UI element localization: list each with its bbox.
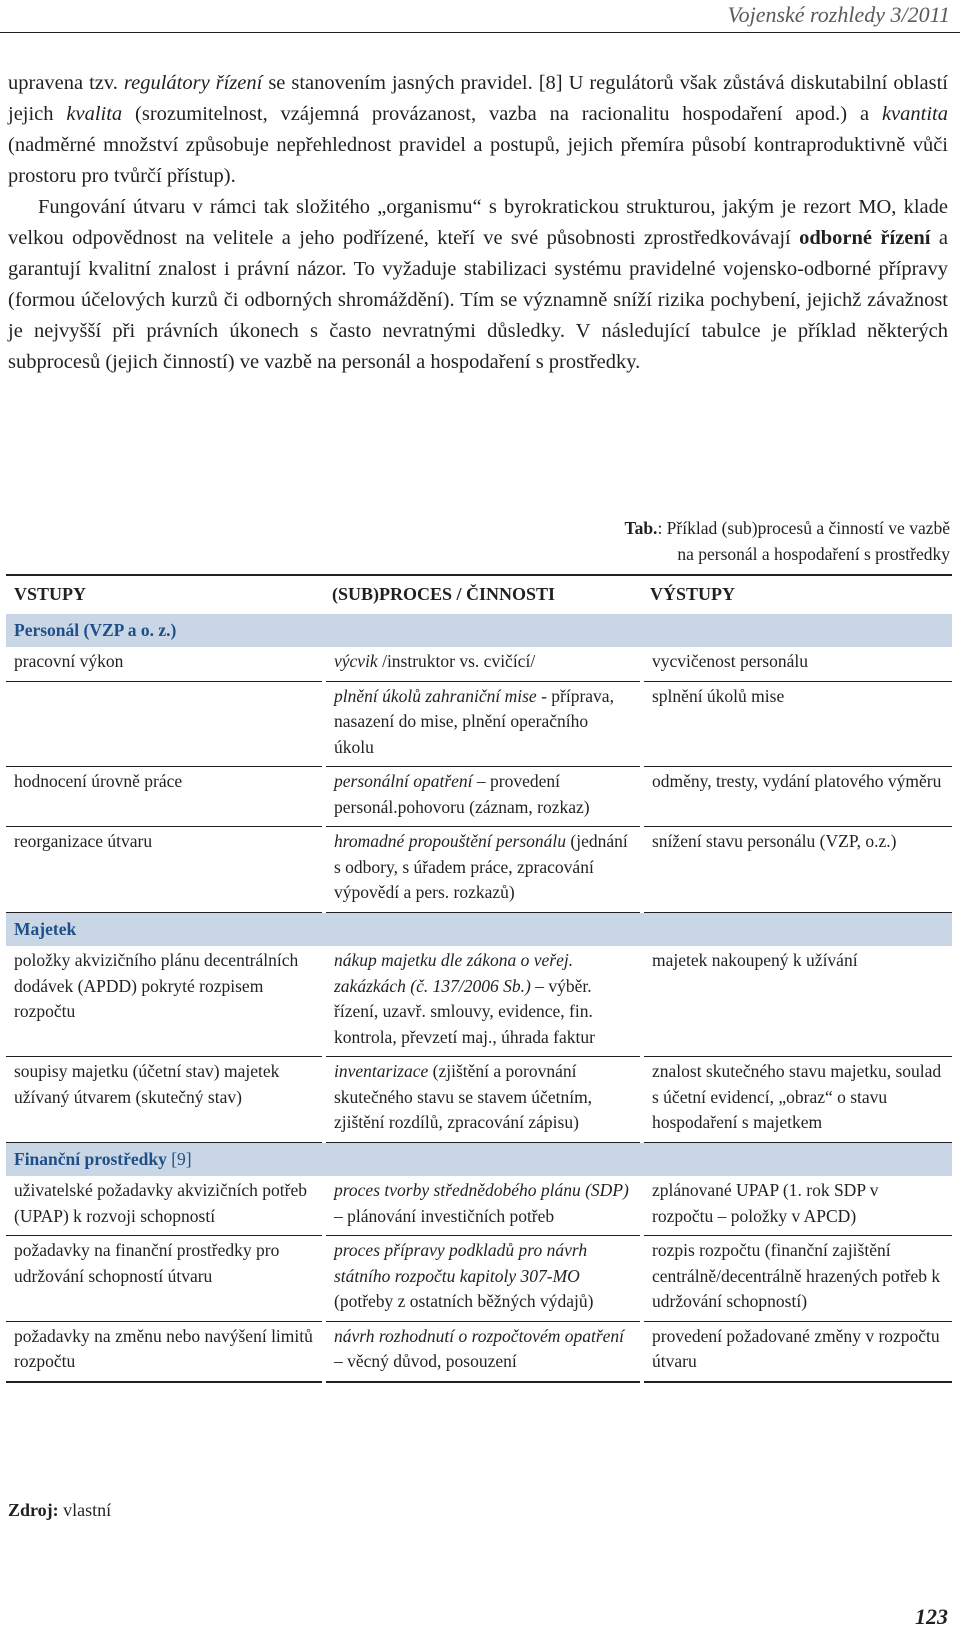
text-run: se stanovením jasných pravidel. [8] U regulátorů však zůstává diskutabilní oblastí jejich — [8, 72, 948, 125]
process-name: výcvik — [334, 651, 378, 671]
cell-output: provedení požadované změny v rozpočtu útvaru — [642, 1321, 952, 1382]
paragraph-2 — [8, 192, 948, 378]
journal-title: Vojenské rozhledy 3/2011 — [727, 2, 950, 27]
header-process: (SUB)PROCES / ČINNOSTI — [324, 575, 642, 614]
cell-output: snížení stavu personálu (VZP, o.z.) — [642, 827, 952, 913]
text-run: upravena tzv. — [8, 72, 124, 94]
running-header — [0, 0, 960, 34]
cell-output: znalost skutečného stavu majetku, soulad s účetní evidencí, „obraz“ o stavu hospodaření s majetkem — [642, 1057, 952, 1143]
cell-input: uživatelské požadavky akvizičních potřeb (UPAP) k rozvoji schopností — [6, 1176, 324, 1236]
caption-text: : Příklad (sub)procesů a činností ve vazbě — [657, 518, 950, 538]
process-name: proces přípravy podkladů pro návrh státního rozpočtu kapitoly 307-MO — [334, 1240, 588, 1286]
text-run: (nadměrné množství způsobuje nepřehlednost pravidel a postupů, jejich přemíra působí kontraproduktivně vůči prostoru pro tvůrčí přístup). — [8, 134, 948, 187]
process-detail: – plánování investičních potřeb — [334, 1205, 555, 1226]
process-table-wrapper — [6, 574, 952, 1383]
section-row-finance — [6, 1142, 952, 1176]
cell-process — [324, 1321, 642, 1382]
process-detail: – provedení personál.pohovoru (záznam, rozkaz) — [334, 771, 590, 817]
process-detail: (potřeby z ostatních běžných výdajů) — [334, 1291, 594, 1311]
table-row — [6, 1236, 952, 1322]
table-row — [6, 647, 952, 681]
cell-input: požadavky na finanční prostředky pro udržování schopností útvaru — [6, 1236, 324, 1322]
cell-input: soupisy majetku (účetní stav) majetek užívaný útvarem (skutečný stav) — [6, 1057, 324, 1143]
process-detail: (jednání s odbory, s úřadem práce, zpracování výpovědí a pers. rozkazů) — [334, 831, 628, 902]
table-caption — [430, 515, 950, 567]
process-name: plnění úkolů zahraniční mise — [334, 685, 537, 706]
text-run-bold: odborné řízení — [799, 227, 931, 249]
cell-output: rozpis rozpočtu (finanční zajištění centrálně/decentrálně hrazených potřeb k udržování schopností) — [642, 1236, 952, 1322]
process-name: hromadné propouštění personálu — [334, 831, 567, 851]
text-run: Fungování útvaru v rámci tak složitého „organismu“ s byrokratickou strukturou, jakým je rezort MO, klade velkou odpovědnost na velitele a jeho podřízené, kteří ve své působnosti zprostředkovávají — [8, 196, 948, 249]
paragraph-1 — [8, 68, 948, 192]
process-detail: (zjištění a porovnání skutečného stavu se stavem účetním, zjištění rozdílů, zpracování zápisu) — [334, 1061, 593, 1132]
text-run-italic: kvantita — [881, 103, 948, 125]
table-row — [6, 767, 952, 827]
process-detail: /instruktor vs. cvičící/ — [377, 651, 536, 671]
process-name: proces tvorby střednědobého plánu (SDP) — [334, 1180, 629, 1200]
cell-input — [6, 681, 324, 767]
process-detail: - příprava, nasazení do mise, plnění operačního úkolu — [334, 685, 614, 757]
cell-output: splnění úkolů mise — [642, 681, 952, 767]
process-name: inventarizace — [334, 1061, 429, 1081]
table-row — [6, 1057, 952, 1143]
cell-output: majetek nakoupený k užívání — [642, 946, 952, 1057]
section-row-property — [6, 912, 952, 946]
cell-process — [324, 647, 642, 681]
section-row-personnel — [6, 614, 952, 648]
cell-process — [324, 1236, 642, 1322]
source-label: Zdroj: — [8, 1500, 59, 1520]
text-run-italic: kvalita — [66, 103, 123, 125]
page-number: 123 — [915, 1604, 948, 1629]
cell-input: pracovní výkon — [6, 647, 324, 681]
section-label — [6, 1142, 952, 1176]
cell-input: položky akvizičního plánu decentrálních dodávek (APDD) pokryté rozpisem rozpočtu — [6, 946, 324, 1057]
cell-input: reorganizace útvaru — [6, 827, 324, 913]
process-table — [6, 574, 952, 1383]
text-run-italic: regulátory řízení — [123, 72, 263, 94]
cell-input: požadavky na změnu nebo navýšení limitů rozpočtu — [6, 1321, 324, 1382]
table-source — [8, 1500, 111, 1521]
table-row — [6, 1321, 952, 1382]
header-outputs: VÝSTUPY — [642, 575, 952, 614]
text-run: a garantují kvalitní znalost i právní názor. To vyžaduje stabilizaci systému pravidelné vojensko-odborné přípravy (formou účelových kurzů či odborných shromáždění). Tím se významně sníží rizika pochybení, jejichž závažnost je nejvyšší při právních úkonech s často nevratnými důsledky. V následující tabulce je příklad některých subprocesů (jejich činností) ve vazbě na personál a hospodaření s prostředky. — [8, 227, 948, 373]
cell-process — [324, 1057, 642, 1143]
process-name: návrh rozhodnutí o rozpočtovém opatření — [334, 1325, 625, 1346]
table-header-row — [6, 575, 952, 614]
process-detail: – výběr. řízení, uzavř. smlouvy, evidence, fin. kontrola, převzetí maj., úhrada faktur — [334, 975, 595, 1047]
process-detail: – věcný důvod, posouzení — [334, 1351, 517, 1371]
process-name: personální opatření — [334, 771, 473, 791]
cell-output: odměny, tresty, vydání platového výměru — [642, 767, 952, 827]
cell-process — [324, 946, 642, 1057]
section-label: Majetek — [6, 912, 952, 946]
header-inputs: VSTUPY — [6, 575, 324, 614]
source-text: vlastní — [58, 1500, 112, 1520]
cell-output: zplánované UPAP (1. rok SDP v rozpočtu – položky v APCD) — [642, 1176, 952, 1236]
cell-output: vycvičenost personálu — [642, 647, 952, 681]
caption-text: na personál a hospodaření s prostředky — [677, 544, 950, 564]
table-row — [6, 827, 952, 913]
cell-process — [324, 767, 642, 827]
cell-process — [324, 827, 642, 913]
caption-label: Tab. — [624, 518, 658, 538]
text-run: (srozumitelnost, vzájemná provázanost, vazba na racionalitu hospodaření apod.) a — [122, 103, 882, 125]
section-ref: [9] — [166, 1148, 192, 1169]
header-rule — [0, 32, 960, 33]
table-row — [6, 1176, 952, 1236]
section-label: Personál (VZP a o. z.) — [6, 614, 952, 648]
table-row — [6, 946, 952, 1057]
section-label-text: Finanční prostředky — [14, 1148, 167, 1169]
cell-process — [324, 681, 642, 767]
article-body — [8, 68, 948, 378]
cell-input: hodnocení úrovně práce — [6, 767, 324, 827]
table-row — [6, 681, 952, 767]
process-name: nákup majetku dle zákona o veřej. zakázkách (č. 137/2006 Sb.) — [334, 950, 574, 996]
cell-process — [324, 1176, 642, 1236]
